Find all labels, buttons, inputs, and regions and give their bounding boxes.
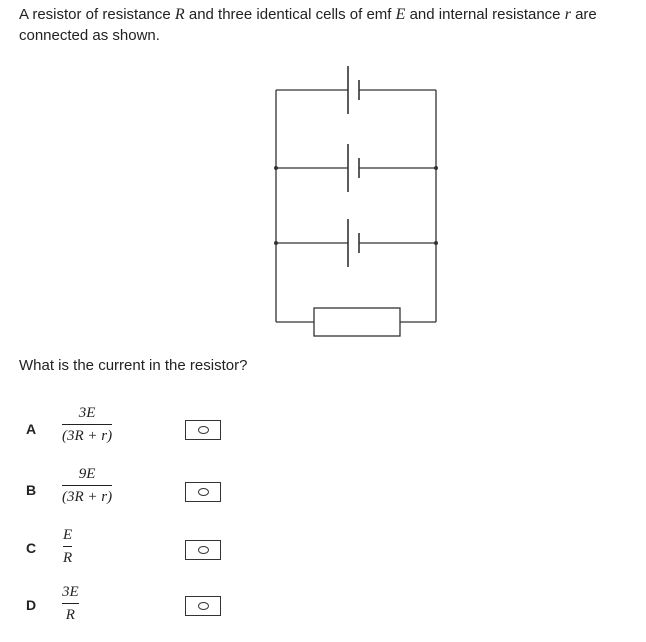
option-a-radio[interactable]: [185, 420, 221, 440]
radio-circle-icon: [198, 602, 209, 610]
option-c-radio[interactable]: [185, 540, 221, 560]
option-d-numerator: 3E: [62, 584, 79, 600]
stem-text: are connected as shown.: [19, 6, 597, 44]
option-b-denominator: (3R + r): [62, 489, 113, 505]
var-R: R: [174, 6, 185, 23]
cell-3: [276, 219, 436, 267]
option-d-radio[interactable]: [185, 596, 221, 616]
option-c-numerator: E: [63, 527, 73, 543]
option-b-radio[interactable]: [185, 482, 221, 502]
fraction-bar: [62, 603, 79, 604]
stem-text: and internal resistance: [405, 6, 565, 23]
radio-circle-icon: [198, 426, 209, 434]
option-b-numerator: 9E: [78, 466, 96, 482]
junction-dots: [274, 166, 438, 245]
option-d-fraction: [62, 583, 79, 624]
radio-circle-icon: [198, 488, 209, 496]
cell-1: [276, 66, 436, 114]
var-r: r: [564, 6, 571, 23]
option-b-fraction: [62, 465, 112, 506]
option-a-fraction: [62, 404, 112, 445]
stem-text: and three identical cells of emf: [184, 6, 396, 23]
var-E: E: [395, 6, 406, 23]
option-a-numerator: 3E: [78, 405, 96, 421]
option-letter-c: C: [26, 540, 37, 556]
radio-circle-icon: [198, 546, 209, 554]
fraction-bar: [62, 485, 112, 486]
cell-2: [276, 144, 436, 192]
option-c-denominator: R: [63, 550, 73, 566]
fraction-bar: [63, 546, 72, 547]
fraction-bar: [62, 424, 112, 425]
stem-text: A resistor of resistance: [19, 6, 175, 23]
option-letter-d: D: [26, 597, 37, 613]
option-a-denominator: (3R + r): [62, 428, 113, 444]
option-d-denominator: R: [65, 607, 75, 623]
option-c-fraction: [63, 526, 72, 567]
question-prompt: What is the current in the resistor?: [19, 357, 248, 374]
option-letter-a: A: [26, 421, 37, 437]
option-letter-b: B: [26, 482, 37, 498]
resistor: [276, 308, 436, 336]
